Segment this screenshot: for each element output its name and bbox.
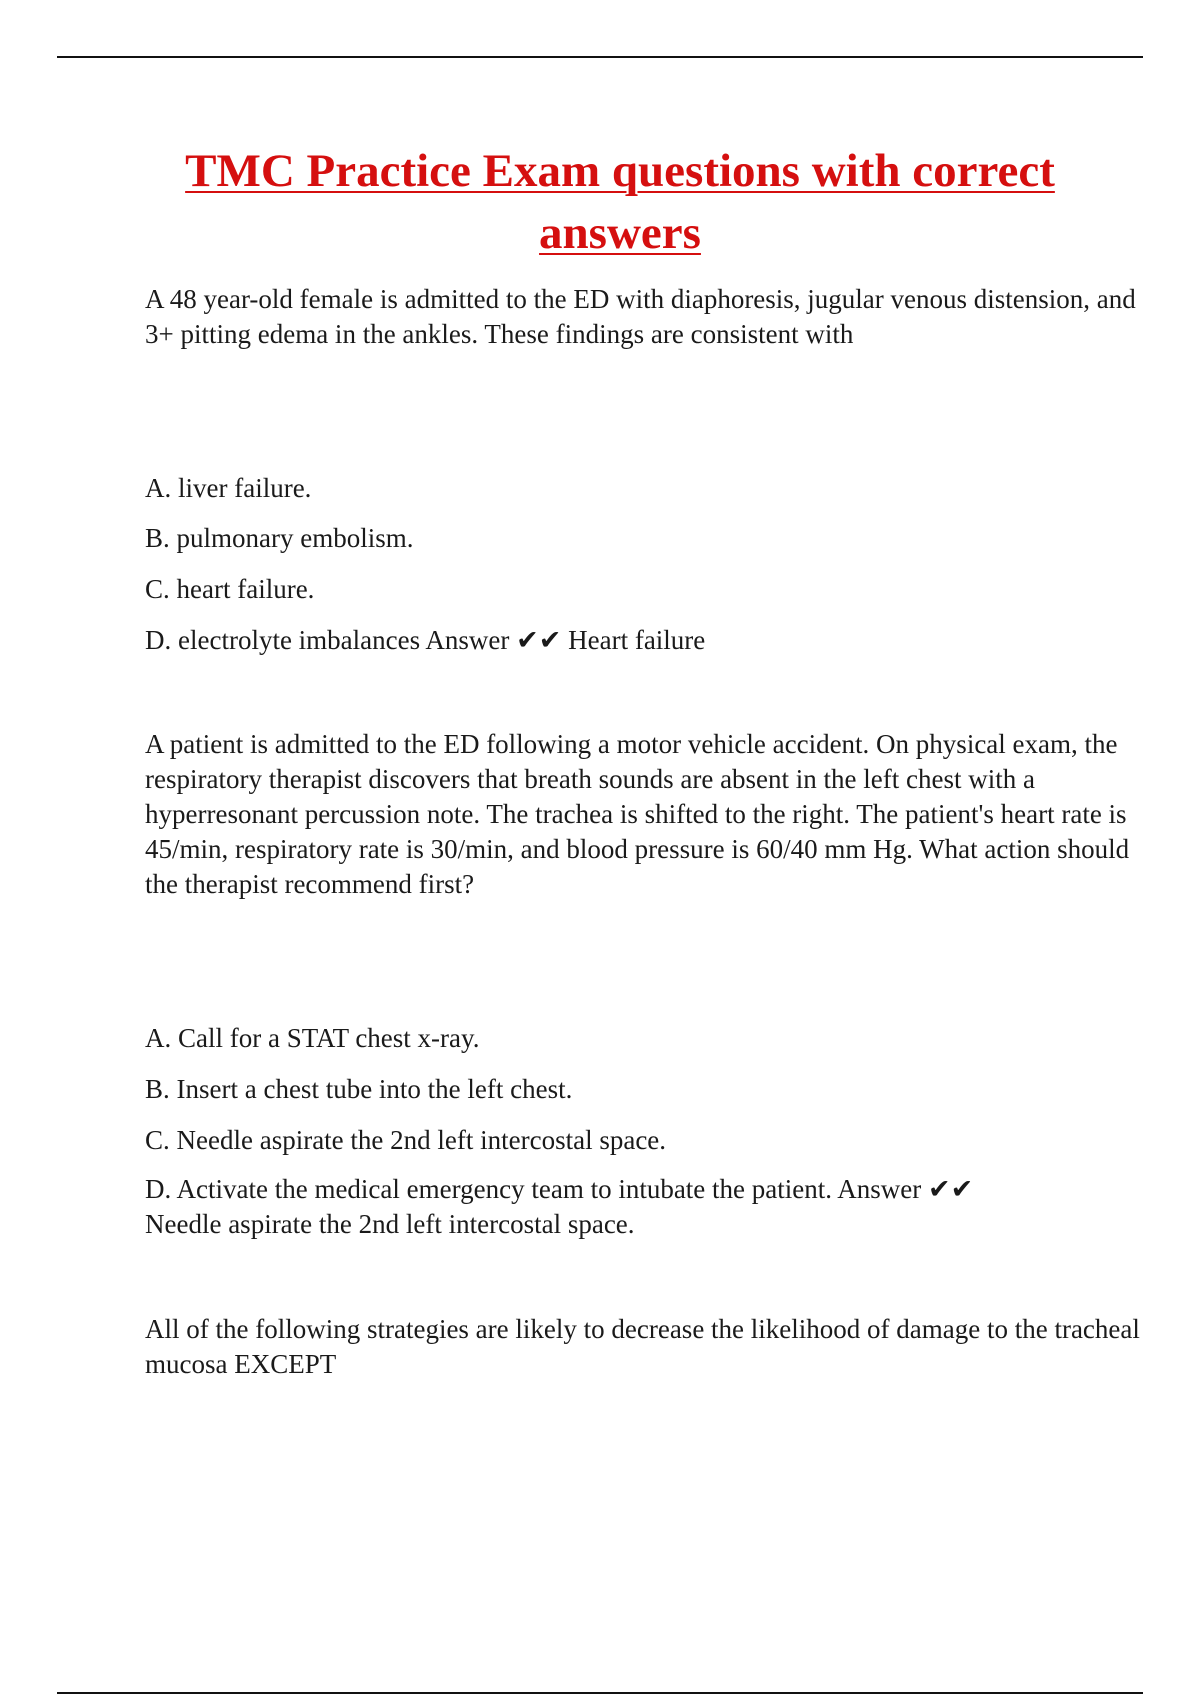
question-3-stem: All of the following strategies are likely to decrease the likelihood of damage to the tracheal mucosa EXCEPT xyxy=(145,1314,1140,1379)
question-1-option-d-answer: D. electrolyte imbalances Answer ✔✔ Heart failure xyxy=(145,625,706,655)
question-1-stem: A 48 year-old female is admitted to the ED with diaphoresis, jugular venous distension, and 3+ pitting edema in the ankles. These findings are consistent with xyxy=(145,284,1136,349)
question-2-stem: A patient is admitted to the ED following a motor vehicle accident. On physical exam, the respiratory therapist discovers that breath sounds are absent in the left chest with a hyperresonant percussion note. The trachea is shifted to the right. The patient's heart rate is 45/min, respiratory rate is 30/min, and blood pressure is 60/40 mm Hg. What action should the therapist recommend first? xyxy=(145,729,1130,899)
question-1-option-c: C. heart failure. xyxy=(145,574,315,604)
document-title: TMC Practice Exam questions with correct answers xyxy=(185,145,1055,259)
question-1-option-a: A. liver failure. xyxy=(145,473,312,503)
question-2-option-d-answer: D. Activate the medical emergency team to intubate the patient. Answer ✔✔ Needle aspirate the 2nd left intercostal space. xyxy=(145,1174,974,1239)
question-2-option-a: A. Call for a STAT chest x-ray. xyxy=(145,1023,480,1053)
top-rule xyxy=(57,56,1143,58)
question-1-option-b: B. pulmonary embolism. xyxy=(145,523,414,553)
question-2-option-b: B. Insert a chest tube into the left chest. xyxy=(145,1074,573,1104)
bottom-rule xyxy=(57,1692,1143,1694)
question-2-option-c: C. Needle aspirate the 2nd left intercostal space. xyxy=(145,1125,667,1155)
